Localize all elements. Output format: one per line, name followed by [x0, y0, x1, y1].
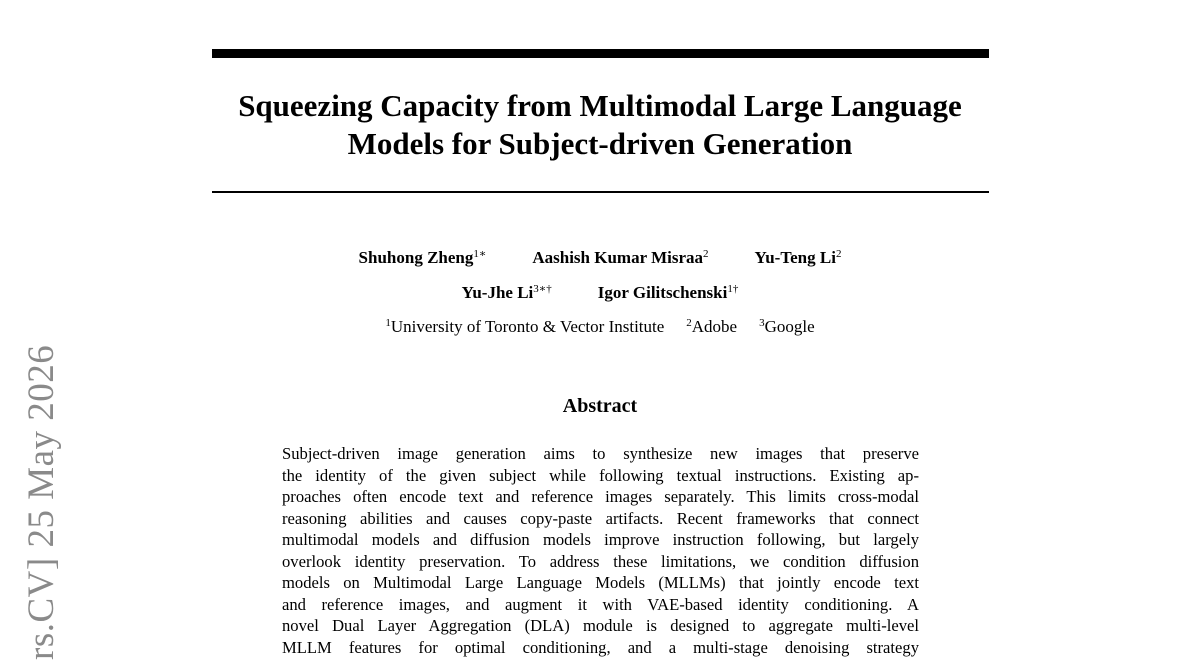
abstract-heading: Abstract: [562, 395, 638, 417]
abstract-line: reasoning abilities and causes copy-paste artifacts. Recent frameworks that connect: [282, 508, 919, 528]
author-aashish-kumar-misraa: Aashish Kumar Misraa$^2$: [532, 248, 709, 267]
authors-row-2: [200, 283, 1000, 303]
affiliations: [200, 317, 1000, 337]
abstract-line: and reference images, and augment it with VAE-based identity conditioning. A: [282, 594, 919, 614]
affiliation-toronto: $^1$University of Toronto & Vector Institute: [385, 317, 665, 336]
author-igor-gilitschenski: Igor Gilitschenski$^{1\dagger}$: [597, 283, 739, 302]
abstract-line: multimodal models and diffusion models improve instruction following, but largely: [282, 530, 919, 549]
paper-title-line-2: Models for Subject-driven Generation: [347, 126, 853, 161]
arxiv-margin-identifier: rs.CV] 25 May 2026: [21, 344, 62, 660]
author-yu-jhe-li: Yu-Jhe $Li^{3∗\dagger}$: [461, 283, 552, 302]
title-bottom-rule: [212, 191, 989, 193]
abstract-line: the identity of the given subject while following textual instructions. Existing ap-: [282, 465, 919, 485]
affiliation-google: $^3$Google: [759, 317, 815, 336]
abstract-line: proaches often encode text and reference images separately. This limits cross-modal: [282, 487, 919, 506]
abstract-body: [282, 443, 919, 658]
authors-row-1: [200, 248, 1000, 268]
affiliation-adobe: $^2$Adobe: [686, 317, 738, 336]
abstract-line: MLLM features for optimal conditioning, and a multi-stage denoising strategy: [282, 637, 919, 657]
paper-title-line-1: Squeezing Capacity from Multimodal Large Language: [238, 88, 962, 123]
abstract-line: novel Dual Layer Aggregation (DLA) module is designed to aggregate multi-level: [282, 616, 919, 635]
title-top-rule: [212, 49, 989, 58]
author-shuhong-zheng: Shuhong Zheng$^{1∗}$: [358, 248, 487, 267]
author-yu-teng-li: Yu-Teng Li$^2$: [754, 248, 842, 267]
abstract-line: overlook identity preservation. To address these limitations, we condition diffusion: [282, 551, 919, 571]
abstract-line: models on Multimodal Large Language Models (MLLMs) that jointly encode text: [282, 573, 919, 592]
abstract-line: Subject-driven image generation aims to synthesize new images that preserve: [282, 444, 919, 463]
paper-title: [190, 87, 1010, 163]
